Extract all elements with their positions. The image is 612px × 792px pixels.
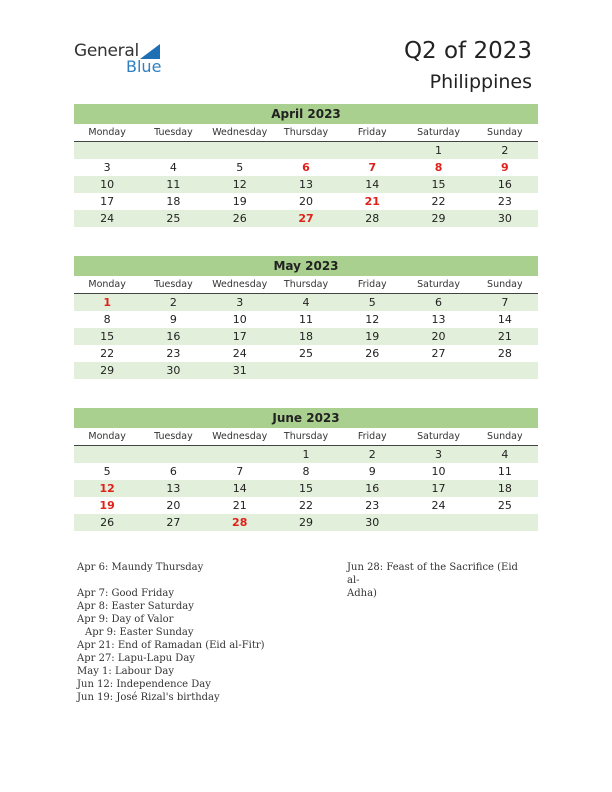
day-cell: 11 <box>497 465 512 478</box>
holiday-note: Jun 12: Independence Day <box>77 679 211 690</box>
weekday-label: Wednesday <box>212 127 268 138</box>
day-cell <box>405 514 471 531</box>
holiday-date: 19 <box>99 499 115 512</box>
day-cell: 15 <box>100 330 115 343</box>
day-cell <box>74 142 140 159</box>
weekday-label: Monday <box>88 127 126 138</box>
day-cell: 26 <box>232 212 247 225</box>
week-row <box>74 193 538 210</box>
day-cell: 2 <box>169 296 177 309</box>
day-cell: 12 <box>232 178 247 191</box>
day-cell: 14 <box>232 482 247 495</box>
day-cell: 16 <box>166 330 181 343</box>
day-cell: 23 <box>365 499 380 512</box>
day-cell: 22 <box>431 195 446 208</box>
holiday-date: 8 <box>434 161 443 174</box>
weekday-label: Sunday <box>487 127 523 138</box>
holiday-note: May 1: Labour Day <box>77 666 174 677</box>
holiday-date: 21 <box>364 195 380 208</box>
weekday-label: Tuesday <box>154 431 193 442</box>
day-cell: 8 <box>302 465 310 478</box>
weekday-label: Sunday <box>487 279 523 290</box>
week-row <box>74 294 538 311</box>
holiday-date: 28 <box>232 516 248 529</box>
day-cell: 1 <box>302 448 310 461</box>
weekday-header-row <box>74 276 538 294</box>
weekday-label: Thursday <box>283 431 329 442</box>
day-cell: 21 <box>497 330 512 343</box>
weekday-label: Monday <box>88 279 126 290</box>
page-title: Q2 of 2023 <box>403 38 532 64</box>
day-cell <box>140 446 206 463</box>
weekday-label: Tuesday <box>154 279 193 290</box>
day-cell <box>472 514 538 531</box>
weekday-label: Thursday <box>283 127 329 138</box>
day-cell: 11 <box>298 313 313 326</box>
day-cell: 20 <box>166 499 181 512</box>
weekday-label: Saturday <box>417 431 460 442</box>
holiday-note: Apr 8: Easter Saturday <box>77 601 194 612</box>
day-cell: 25 <box>298 347 313 360</box>
day-cell: 2 <box>368 448 376 461</box>
logo-general-text: General <box>74 41 139 61</box>
holiday-date: 6 <box>302 161 310 174</box>
week-row <box>74 159 538 176</box>
day-cell: 27 <box>431 347 446 360</box>
day-cell: 20 <box>298 195 313 208</box>
day-cell: 27 <box>166 516 181 529</box>
weekday-header-row <box>74 124 538 142</box>
day-cell: 14 <box>365 178 380 191</box>
weekday-label: Saturday <box>417 127 460 138</box>
day-cell: 26 <box>365 347 380 360</box>
day-cell: 19 <box>232 195 247 208</box>
week-row <box>74 210 538 227</box>
day-cell: 28 <box>497 347 512 360</box>
weekday-label: Friday <box>357 431 387 442</box>
day-cell: 19 <box>365 330 380 343</box>
day-cell: 15 <box>298 482 313 495</box>
weekday-label: Sunday <box>487 431 523 442</box>
day-cell <box>207 446 273 463</box>
day-cell: 5 <box>236 161 244 174</box>
weekday-label: Tuesday <box>154 127 193 138</box>
day-cell: 17 <box>100 195 115 208</box>
day-cell: 9 <box>169 313 177 326</box>
day-cell: 2 <box>501 144 509 157</box>
day-cell: 9 <box>368 465 376 478</box>
weekday-label: Friday <box>357 279 387 290</box>
day-cell: 12 <box>365 313 380 326</box>
day-cell: 29 <box>431 212 446 225</box>
week-row <box>74 480 538 497</box>
country-name: Philippines <box>429 71 532 93</box>
day-cell: 18 <box>166 195 181 208</box>
month-title: April 2023 <box>74 104 538 124</box>
day-cell: 8 <box>103 313 111 326</box>
holiday-date: 7 <box>368 161 377 174</box>
day-cell: 3 <box>435 448 443 461</box>
week-row <box>74 328 538 345</box>
day-cell: 13 <box>166 482 181 495</box>
day-cell <box>339 362 405 379</box>
day-cell: 4 <box>302 296 310 309</box>
day-cell: 10 <box>100 178 115 191</box>
week-row <box>74 311 538 328</box>
day-cell: 30 <box>166 364 181 377</box>
day-cell: 31 <box>232 364 247 377</box>
day-cell: 30 <box>497 212 512 225</box>
day-cell: 22 <box>298 499 313 512</box>
day-cell: 7 <box>501 296 509 309</box>
day-cell <box>273 362 339 379</box>
week-row <box>74 514 538 531</box>
holiday-note: Apr 9: Easter Sunday <box>85 627 194 638</box>
day-cell: 17 <box>232 330 247 343</box>
day-cell <box>273 142 339 159</box>
day-cell: 24 <box>431 499 446 512</box>
day-cell: 3 <box>236 296 244 309</box>
month-calendar <box>74 104 538 227</box>
day-cell: 24 <box>100 212 115 225</box>
month-calendar <box>74 256 538 379</box>
holiday-date: 12 <box>99 482 115 495</box>
weekday-label: Thursday <box>283 279 329 290</box>
day-cell: 7 <box>236 465 244 478</box>
day-cell: 4 <box>501 448 509 461</box>
day-cell: 13 <box>431 313 446 326</box>
holiday-notes-right <box>347 561 527 600</box>
day-cell: 4 <box>169 161 177 174</box>
weekday-label: Saturday <box>417 279 460 290</box>
week-row <box>74 142 538 159</box>
holiday-note: Apr 21: End of Ramadan (Eid al-Fitr) <box>77 640 265 651</box>
day-cell: 10 <box>431 465 446 478</box>
day-cell: 6 <box>169 465 177 478</box>
day-cell: 29 <box>100 364 115 377</box>
day-cell: 23 <box>166 347 181 360</box>
day-cell: 24 <box>232 347 247 360</box>
month-calendar <box>74 408 538 531</box>
day-cell: 15 <box>431 178 446 191</box>
weekday-label: Wednesday <box>212 279 268 290</box>
day-cell: 18 <box>298 330 313 343</box>
week-row <box>74 497 538 514</box>
day-cell: 22 <box>100 347 115 360</box>
day-cell <box>140 142 206 159</box>
day-cell: 30 <box>365 516 380 529</box>
day-cell: 10 <box>232 313 247 326</box>
day-cell: 3 <box>103 161 111 174</box>
holiday-notes-left <box>77 561 265 704</box>
holiday-note: Apr 27: Lapu-Lapu Day <box>77 653 195 664</box>
month-title: June 2023 <box>74 408 538 428</box>
day-cell: 1 <box>435 144 443 157</box>
day-cell <box>74 446 140 463</box>
day-cell: 25 <box>497 499 512 512</box>
week-row <box>74 176 538 193</box>
day-cell: 13 <box>298 178 313 191</box>
day-cell: 11 <box>166 178 181 191</box>
holiday-date: 1 <box>103 296 111 309</box>
holiday-note: Apr 6: Maundy Thursday <box>77 562 204 573</box>
day-cell: 21 <box>232 499 247 512</box>
day-cell: 18 <box>497 482 512 495</box>
week-row <box>74 463 538 480</box>
holiday-note: Apr 7: Good Friday <box>77 588 175 599</box>
holiday-date: 9 <box>501 161 509 174</box>
holiday-note: Jun 19: José Rizal's birthday <box>77 692 220 703</box>
weekday-label: Wednesday <box>212 431 268 442</box>
day-cell <box>207 142 273 159</box>
week-row <box>74 362 538 379</box>
week-row <box>74 446 538 463</box>
day-cell: 5 <box>103 465 111 478</box>
day-cell <box>405 362 471 379</box>
day-cell: 29 <box>298 516 313 529</box>
logo-blue-text: Blue <box>126 57 162 76</box>
day-cell: 14 <box>497 313 512 326</box>
day-cell: 25 <box>166 212 181 225</box>
day-cell: 16 <box>497 178 512 191</box>
day-cell <box>339 142 405 159</box>
day-cell: 6 <box>435 296 443 309</box>
weekday-label: Monday <box>88 431 126 442</box>
holiday-note: Apr 9: Day of Valor <box>77 614 174 625</box>
week-row <box>74 345 538 362</box>
holiday-note: Jun 28: Feast of the Sacrifice (Eid al- <box>347 562 518 586</box>
day-cell: 5 <box>368 296 376 309</box>
day-cell: 26 <box>100 516 115 529</box>
holiday-date: 27 <box>298 212 314 225</box>
month-title: May 2023 <box>74 256 538 276</box>
weekday-label: Friday <box>357 127 387 138</box>
day-cell: 20 <box>431 330 446 343</box>
day-cell: 28 <box>365 212 380 225</box>
weekday-header-row <box>74 428 538 446</box>
day-cell <box>472 362 538 379</box>
day-cell: 23 <box>497 195 512 208</box>
day-cell: 17 <box>431 482 446 495</box>
general-blue-logo <box>74 41 184 77</box>
holiday-note: Adha) <box>347 588 377 599</box>
day-cell: 16 <box>365 482 380 495</box>
